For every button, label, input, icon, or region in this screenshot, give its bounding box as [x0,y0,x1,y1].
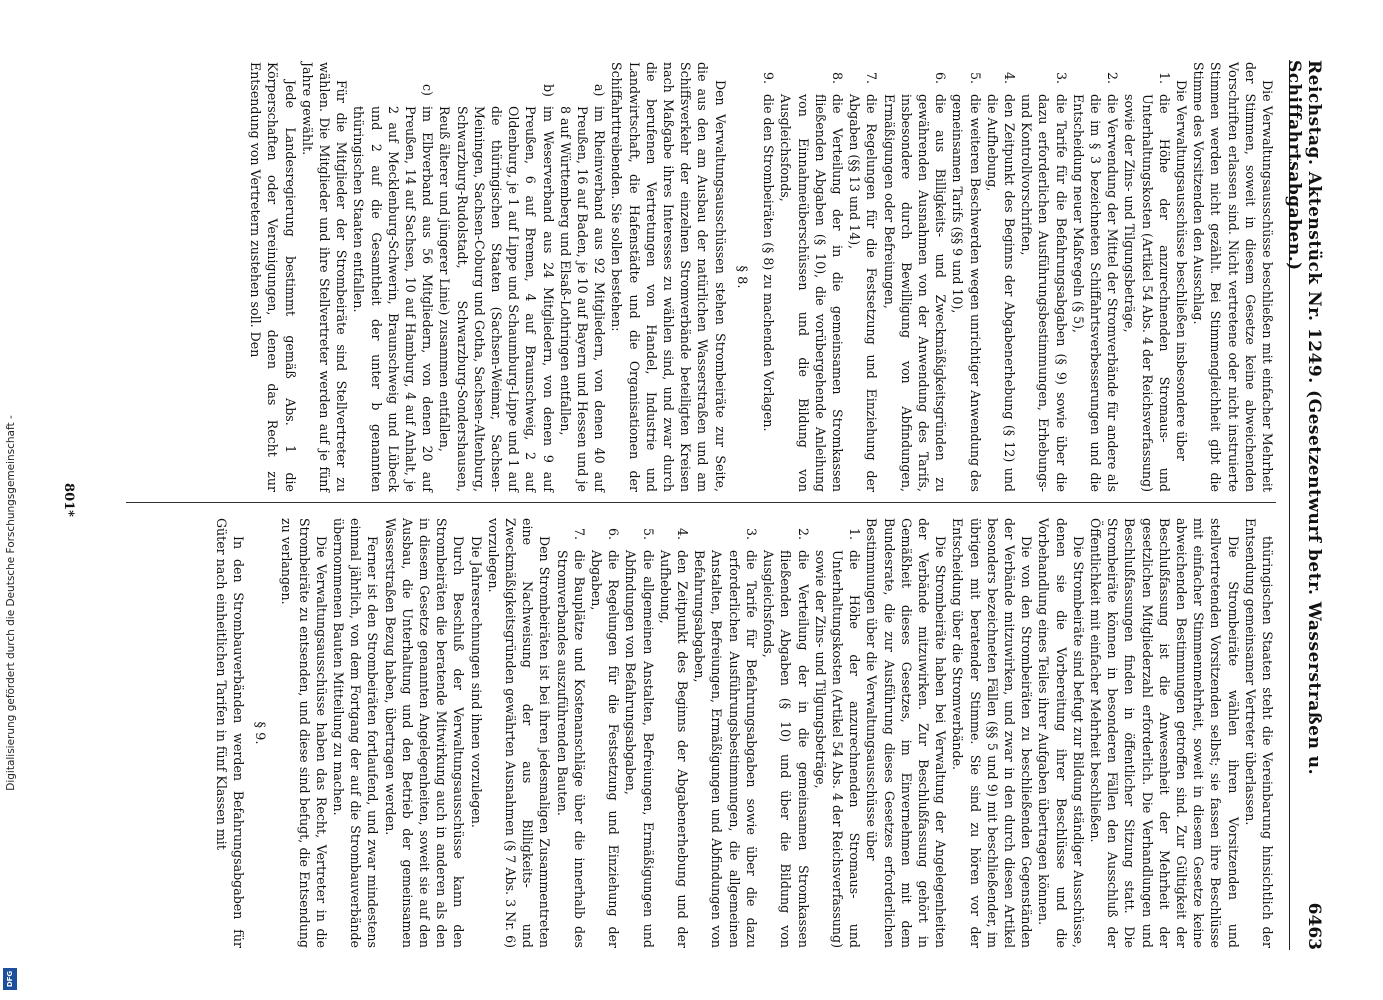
list-number: 9. [761,72,777,85]
list-number: 1. [847,528,863,541]
paragraph: Den Verwaltungsausschüssen stehen Strombeiräte zur Seite, die aus den am Ausbau der natürlichen Wasserstraßen und am Schiffsverkehr der einzelnen Stromverbände beteiligten Kreisen nach Maßgabe ihres Interesses zu wählen sind, und zwar durch die berufenen Vertretungen von Handel, Industrie und Landwirtschaft, die Hafenstädte und die Organisationen der Schiffahrttreibenden. Sie sollen bestehen: [609,62,728,492]
column-divider [126,502,1276,503]
list-item-text: die Tarife für Befahrungsabgaben sowie über die dazu erforderlichen Ausführungsbestimmungen, die allgemeinen Anstalten, Befreiungen, Ermäßigungen und Abfindungen von Befahrungsabgaben, [692,550,759,948]
list-item-text: die Verteilung der in die gemeinsamen Stromkassen fließenden Abgaben (§ 10) und über die Bildung von Ausgleichsfonds, [761,550,811,948]
list-item-text: im Rheinverband aus 92 Mitgliedern, von denen 40 auf Preußen, 16 auf Baden, je 10 auf Bayern und Hessen und je 8 auf Württemberg und Elsaß-Lothringen entfallen, [557,106,608,492]
list-number: 3. [743,528,759,541]
list-number: 8. [829,72,845,85]
list-item [350,62,436,492]
paragraph: Die Jahresrechnungen sind ihnen vorzulegen. [468,536,484,828]
dfg-logo-text: DFG [6,970,14,988]
list-item [777,62,846,492]
list-item-text: im Weserverband aus 24 Mitgliedern, von denen 9 auf Preußen, 6 auf Bremen, 4 auf Braunschweig, 2 auf Oldenburg, je 1 auf Lippe und Schaumburg-Lippe und 1 auf die thüringischen Staaten (Sachsen-Weimar, Sachsen-Meiningen, Sachsen-Coburg und Gotha, Sachsen-Altenburg, Schwarzburg-Rudolstadt, Schwarzburg-Sondershausen, Reuß älterer und jüngerer Linie) zusammen entfallen, [437,106,556,492]
list-item-text: die weiteren Beschwerden wegen unrichtiger Anwendung des gemeinsamen Tarifs (§§ 9 und 10), [950,94,983,492]
list-item-text: die Bauplätze und Kostenanschläge über die innerhalb des Stromverbandes auszuführenden Bauten. [554,550,587,948]
list-number: 7. [864,72,880,85]
list-item-text: die aus Billigkeits- und Zweckmäßigkeitsgründen zu gewährenden Ausnahmen von der Anwendung des Tarifs, insbesondere durch Bewilligung von Abfindungen, Ermäßigungen oder Befreiungen, [881,94,949,492]
list-item [1070,62,1122,492]
paragraph: Die von den Strombeiräten zu beschließenden Gegenständen der Verbände mitzuwirken, und zwar in den durch diesen Artikel besonders bezeichneten Fällen (§§ 5 und 9) mit beschließender, im übrigen mit beratender Stimme. Sie sind zu hören vor der Entscheidung über die Stromverbände. [950,518,1035,948]
list-number: 4. [1001,72,1017,85]
list-item [812,518,864,948]
list-letter: b) [540,84,556,97]
list-item [657,518,691,948]
list-item-text: die Höhe der anzurechnenden Stromaus- und Unterhaltungskosten (Artikel 54 Abs. 4 der Reichsverfassung) sowie der Zins- und Tilgungsbeträge, [812,550,863,948]
paragraph: In den Strombauverbänden werden Befahrungsabgaben für Güter nach einheitlichen Tarifen in fünf Klassen mit [213,518,247,948]
list-item [1121,62,1173,492]
list-number: 6. [606,528,622,541]
list-item-text: die Regelungen für die Festsetzung und Einziehung der Abgaben (§§ 13 und 14), [847,94,880,492]
list-item [553,518,587,948]
list-letter: c) [420,84,436,96]
digitization-credit-text: Digitalisierung gefördert durch die Deutsche Forschungsgemeinschaft - [5,415,17,791]
list-item [846,62,880,492]
scanned-page [38,40,1324,960]
dfg-logo [3,968,17,990]
list-number: 4. [675,528,691,541]
paragraph: Die Verwaltungsausschüsse haben das Recht, Vertreter in die Strombeiräte zu entsenden, und diese sind befugt, die Entsendung zu verlangen. [279,518,329,948]
list-number: 3. [1053,72,1069,85]
paragraph: Die Verwaltungsausschüsse beschließen insbesondere über [1173,80,1189,461]
list-item [760,62,777,492]
paragraph: Die Verwaltungsausschüsse beschließen mit einfacher Mehrheit der Stimmen, soweit in diesem Gesetze keine abweichenden Vorschriften erlassen sind. Nicht vertretene oder nicht instruierte Stimmen werden nicht gezählt. Bei Stimmengleichheit gibt die Stimme des Vorsitzenden den Ausschlag. [1191,62,1275,492]
list-item [880,62,949,492]
paragraph: Die Strombeiräte sind befugt zur Bildung ständiger Ausschüsse, denen sie die Vorbereitung ihrer Beschlüsse und die Vorbehandlung eines Teiles ihrer Aufgaben übertragen können. [1036,518,1086,948]
list-item-text: die Verteilung der in die gemeinsamen Stromkassen fließenden Abgaben (§ 10), die vorübergehende Anleihung von Einnahmeüberschüssen und die Bildung von Ausgleichsfonds, [778,94,845,492]
advisory-list [553,518,863,948]
list-number: 6. [933,72,949,85]
list-item [557,62,609,492]
list-number: 5. [967,72,983,85]
list-number: 5. [640,528,656,541]
list-number: 2. [795,528,811,541]
decision-list [760,62,1173,492]
list-item-text: die Verwendung der Mittel der Stromverbände für andere als die im § 3 bezeichneten Schiffahrtsverbesserungen und die Entscheidung neuer Maßregeln (§ 5), [1070,94,1121,492]
running-head [1284,60,1324,950]
paragraph: Jede Landesregierung bestimmt gemäß Abs. 1 die Körperschaften oder Vereinigungen, denen das Recht zur Entsendung von Vertretern zustehen soll. Den [248,62,298,492]
list-item-text: die allgemeinen Anstalten, Befreiungen, Ermäßigungen und Abfindungen von Befahrungsabgaben, [623,550,656,948]
list-item [622,518,656,948]
list-number: 2. [1105,72,1121,85]
list-item [1018,62,1070,492]
paragraph: thüringischen Staaten steht die Vereinbarung hinsichtlich der Entsendung gemeinsamer Vertreter überlassen. [1242,518,1275,948]
list-item [984,62,1018,492]
paragraph: Die Strombeiräte wählen ihren Vorsitzenden und stellvertretenden Vorsitzenden selbst; sie fassen ihre Beschlüsse mit einfacher Stimmenmehrheit, soweit in diesem Gesetze keine abweichenden Bestimmungen getroffen sind. Zur Gültigkeit der Beschlußfassung ist die Anwesenheit der Mehrheit der gesetzlichen Mitgliederzahl erforderlich. Die Verhandlungen und Beschlußfassungen finden in öffentlicher Sitzung statt. Die Strombeiräte können in besonderen Fällen den Ausschluß der Öffentlichkeit mit einfacher Mehrheit beschließen. [1087,518,1241,948]
list-item [436,62,556,492]
member-list [350,62,608,492]
list-number: 7. [571,528,587,541]
paragraph: Ferner ist den Strombeiräten fortlaufend, und zwar mindestens einmal jährlich, von dem Fortgang der auf die Strombauverbände übernommenen Bauten Mitteilung zu machen. [331,518,381,948]
running-head-title: Reichstag. Aktenstück Nr. 1249. (Gesetzentwurf betr. Wasserstraßen u. Schiffahrtsabgaben.) [1284,60,1324,776]
list-item-text: die Regelungen für die Festsetzung und Einziehung der Abgaben, [589,550,622,948]
paragraph: Den Strombeiräten ist bei ihren jedesmaligen Zusammentreten eine Nachweisung der aus Billigkeits- und Zweckmäßigkeitsgründen gewährten Ausnahmen (§ 7 Abs. 3 Nr. 6) vorzulegen. [485,518,553,948]
printer-signature: 801* [61,483,76,517]
list-item [760,518,812,948]
list-item-text: den Zeitpunkt des Beginns der Abgabenerhebung und der Aufhebung, [657,550,691,948]
list-item-text: den Zeitpunkt des Beginns der Abgabenerhebung (§ 12) und die Aufhebung, [984,94,1017,492]
left-column [247,62,1276,492]
right-column [213,518,1276,948]
list-number: 1. [1156,72,1172,85]
list-letter: a) [592,84,608,97]
list-item [691,518,760,948]
section-heading: § 8. [733,265,749,289]
list-item-text: im Elbverband aus 56 Mitgliedern, von denen 20 auf Preußen, 14 auf Sachsen, 10 auf Hamburg, 4 auf Anhalt, je 2 auf Mecklenburg-Schwerin, Braunschweig und Lübeck und 2 auf die Gesamtheit der unter b genannten thüringischen Staaten entfallen. [351,106,436,492]
list-item-text: die Höhe der anzurechnenden Stromaus- und Unterhaltungskosten (Artikel 54 Abs. 4 der Reichsverfassung) sowie der Zins- und Tilgungsbeträge, [1122,94,1172,492]
digitization-credit-strip [0,0,22,1000]
paragraph: Durch Beschluß der Verwaltungsausschüsse kann den Strombeiräten die beratende Mitwirkung auch in anderen als den in diesem Gesetze genannten Angelegenheiten, soweit sie auf den Ausbau, die Unterhaltung und den Betrieb der gemeinsamen Wasserstraßen Bezug haben, übertragen werden. [382,518,467,948]
paragraph: Die Strombeiräte haben bei Verwaltung der Angelegenheiten der Verbände mitzuwirken. Zur Beschlußfassung gehört in Gemäßheit dieses Gesetzes, im Einvernehmen mit dem Bundesrate, die zur Ausführung dieses Gesetzes erforderlichen Bestimmungen über die Verwaltungsausschüsse über [864,518,949,948]
list-item [949,62,983,492]
paragraph: Für die Mitglieder der Strombeiräte sind Stellvertreter zu wählen. Die Mitglieder und ihre Stellvertreter werden auf je fünf Jahre gewählt. [299,62,350,492]
section-heading: § 9. [252,721,268,745]
list-item [588,518,622,948]
list-item-text: die Tarife für die Befahrungsabgaben (§ 9) sowie über die dazu erforderlichen Ausführungsbestimmungen, Erhebungs- und Kontrollvorschriften, [1019,94,1069,492]
page-number: 6463 [1304,902,1324,950]
list-item-text: die den Strombeiräten (§ 8) zu machenden Vorlagen. [761,94,777,432]
